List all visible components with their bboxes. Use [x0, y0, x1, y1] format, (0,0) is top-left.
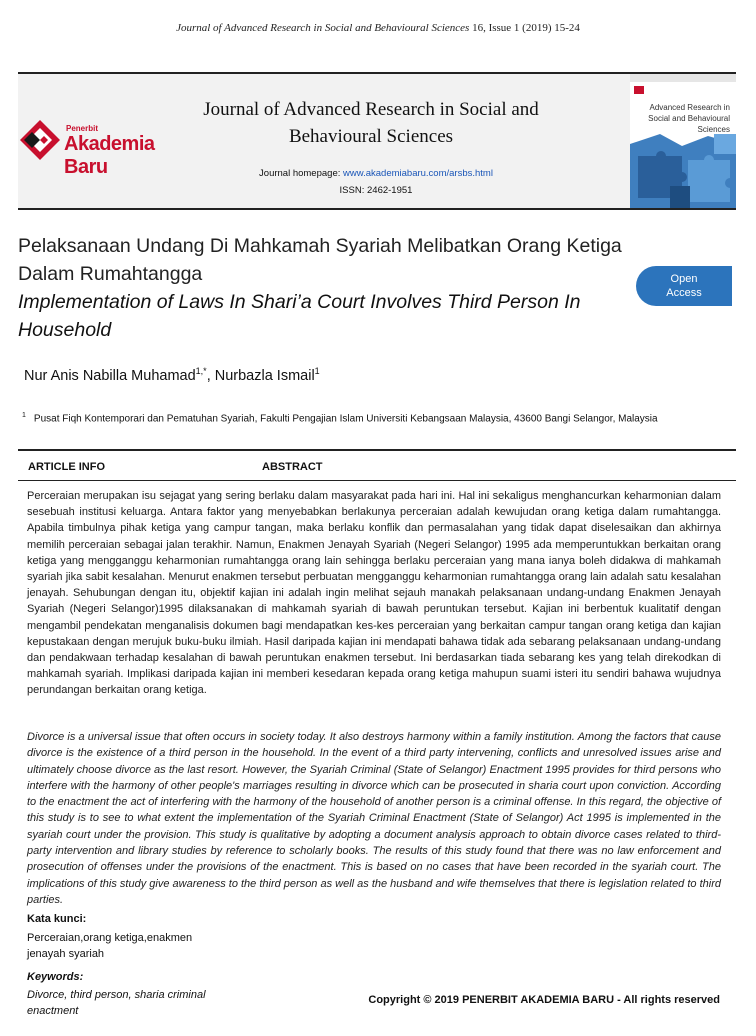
abstract-english: Divorce is a universal issue that often occurs in society today. It also destroys harmony within a family institution. Among the factors that cause divorce is the existence of a third person in the household. In the event of a third party intervening, conflicts and unresolved issues arise and ultimately choose divorce as the last resort. However, the Syariah Criminal (State of Selangor) Enactment 1995 provides for third persons who interfere with the harmony of other people's marriages resulting in divorce which can be prosecuted in sharia court upon conviction. According to the enactment the act of interfering with the harmony of the household of another person is a criminal offense. In this regard, the objective of this study is to see to what extent the implementation of the Syariah Criminal Enactment (State of Selangor) Act 1995 is implemented in the syariah court under the provision. This study is qualitative by adopting a document analysis approach to obtain divorce cases related to third-party intervention and library studies by reference to scholarly books. The results of this study found that there was no law enforcement and prosecution of offenses under the provisions of the enactment. This is based on no cases that have been recorded in the syariah court. The implications of this study give awareness to the third person as well as the husband and wife themselves that there is legislation related to third parties. [27, 731, 721, 906]
journal-homepage [196, 168, 556, 179]
article-info-heading: ARTICLE INFO [28, 461, 105, 473]
affiliation-text: Pusat Fiqh Kontemporari dan Pematuhan Syariah, Fakulti Pengajian Islam Universiti Kebangsaan Malaysia, 43600 Bangi Selangor, Malaysia [33, 413, 658, 425]
running-head-journal: Journal of Advanced Research in Social and Behavioural Sciences [176, 22, 470, 34]
running-head [0, 22, 756, 34]
keywords-english-heading: Keywords: [27, 971, 84, 983]
publisher-logo-mark-icon [18, 118, 62, 162]
logo-big-text: Akademia Baru [64, 133, 155, 178]
logo-small-text: Penerbit [66, 124, 99, 133]
cover-puzzle-icon [630, 74, 736, 208]
article-title-english: Implementation of Laws In Shari’a Court Involves Third Person In Household [18, 291, 581, 341]
affiliation-marker: 1 [22, 412, 26, 419]
running-head-issue: 16, Issue 1 (2019) 15-24 [472, 22, 580, 34]
article-info-rule [18, 449, 736, 451]
journal-title: Journal of Advanced Research in Social and Behavioural Sciences [203, 99, 539, 147]
author-name: Nur Anis Nabilla Muhamad [24, 367, 196, 384]
keywords-english [27, 987, 247, 1019]
author-separator: , [206, 367, 215, 384]
homepage-link[interactable]: www.akademiabaru.com/arsbs.html [343, 168, 493, 179]
open-access-line2: Access [666, 287, 702, 299]
author-list [24, 366, 320, 384]
journal-cover [630, 74, 736, 208]
author-affiliation-mark: 1 [314, 366, 320, 376]
author-name: Nurbazla Ismail [214, 367, 315, 384]
masthead-rule [18, 208, 736, 210]
copyright-notice: Copyright © 2019 PENERBIT AKADEMIA BARU - All rights reserved [368, 994, 720, 1006]
keywords-malay-heading: Kata kunci: [27, 913, 87, 925]
cover-title: Advanced Research in Social and Behavioural Sciences [648, 103, 730, 134]
abstract-heading: ABSTRACT [262, 461, 323, 473]
keywords-malay-line: jenayah syariah [27, 948, 105, 960]
article-title-malay: Pelaksanaan Undang Di Mahkamah Syariah Melibatkan Orang Ketiga Dalam Rumahtangga [18, 235, 622, 285]
open-access-line1: Open [670, 273, 698, 285]
publisher-logo [18, 118, 188, 178]
keywords-malay [27, 930, 247, 962]
issn: ISSN: 2462-1951 [339, 185, 413, 196]
keywords-english-line: enactment [27, 1005, 79, 1017]
homepage-label: Journal homepage: [259, 168, 344, 179]
article-info-subrule [18, 480, 736, 481]
keywords-malay-line: Perceraian,orang ketiga,enakmen [27, 932, 193, 944]
affiliation [22, 412, 734, 424]
open-access-badge[interactable] [636, 266, 732, 306]
author-affiliation-mark: 1,* [195, 366, 207, 376]
abstract-malay: Perceraian merupakan isu sejagat yang sering berlaku dalam masyarakat pada hari ini. Hal ini sekaligus menghancurkan keharmonian dalam sesebuah institusi keluarga. Antara faktor yang menyebabkan berlakunya perceraian adalah kewujudan orang ketiga dalam rumahtangga. Apabila timbulnya pihak ketiga yang campur tangan, maka berlaku konflik dan permasalahan yang tidak dapat diselesaikan dan akhirnya memilih perceraian sebagai jalan terakhir. Namun, Enakmen Jenayah Syariah (Negeri Selangor) 1995 ada memperuntukkan berkaitan orang ketiga yang mengganggu keharmonian rumahtangga orang lain sehingga berlaku perceraian yang mana ianya boleh didakwa di mahkamah syariah jika sabit kesalahan. Menurut enakmen tersebut perbuatan mengganggu keharmonian rumahtangga orang lain adalah satu kesalahan jenayah. Sehubungan dengan itu, objektif kajian ini adalah ingin melihat sejauh manakah pelaksanaan undang-undang Enakmen Jenayah Syariah (Negeri Selangor)1995 dilaksanakan di mahkamah syariah di bawah peruntukan tersebut. Kajian ini berbentuk kualitatif dengan mengambil pendekatan menganalisis dokumen bagi mendapatkan kes-kes perceraian yang berkaitan campur tangan orang ketiga dan kajian kepustakaan dengan merujuk buku-buku ilmiah. Hasil daripada kajian ini mendapati bahawa tidak ada sebarang pelaksanaan undang-undang dan pendakwaan terhadap kesalahan di bawah peruntukan enakmen tersebut. Ini berdasarkan tiada sebarang kes yang telah direkodkan di mahkamah syariah. Implikasi daripada kajian ini memberi kesedaran kepada orang ketiga mahupun suami isteri itu sendiri bahawa wujudnya perundangan berkaitan orang ketiga. [27, 490, 721, 697]
keywords-english-line: Divorce, third person, sharia criminal [27, 989, 206, 1001]
